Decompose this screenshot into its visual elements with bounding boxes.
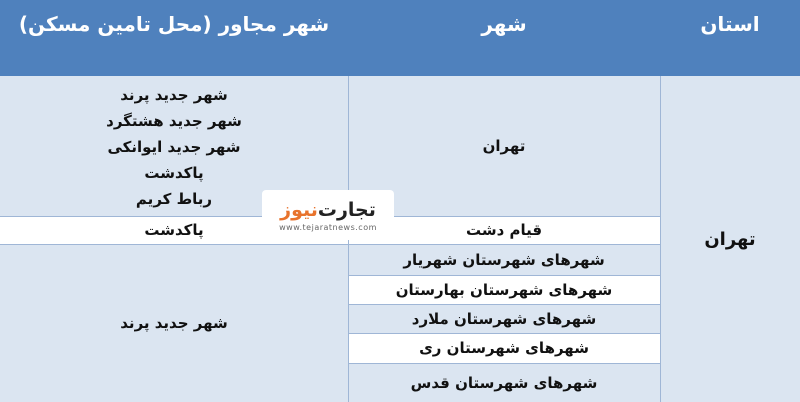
- row-divider: [348, 333, 660, 334]
- neighbor-counties: شهر جدید پرند: [120, 314, 228, 332]
- province-cell: [660, 76, 800, 402]
- county-city: شهرهای شهرستان قدس: [410, 373, 598, 392]
- row-divider: [348, 304, 660, 305]
- column-divider: [660, 76, 661, 402]
- city-tehran: تهران: [482, 137, 526, 155]
- neighbor-item: شهر جدید پرند: [120, 86, 228, 104]
- row-divider: [0, 244, 660, 245]
- city-cell-county: [348, 363, 660, 402]
- city-qiamdasht: قیام دشت: [465, 221, 543, 239]
- city-cell-qiamdasht: [348, 216, 660, 244]
- header-province-label: استان: [700, 12, 760, 36]
- county-city: شهرهای شهرستان ری: [419, 339, 589, 357]
- neighbor-qiamdasht: پاکدشت: [144, 221, 204, 239]
- neighbor-item: شهر جدید هشتگرد: [106, 112, 242, 130]
- header-province: [660, 0, 800, 76]
- header-city-label: شهر: [481, 12, 527, 36]
- header-neighbor-label: شهر مجاور (محل تامین مسکن): [18, 12, 330, 36]
- header-city: [348, 0, 660, 76]
- county-city: شهرهای شهرستان شهریار: [403, 250, 605, 269]
- row-divider: [348, 275, 660, 276]
- province-value: تهران: [704, 228, 756, 250]
- logo-wordmark: [280, 199, 376, 221]
- row-divider: [348, 363, 660, 364]
- header-neighbor: [0, 0, 348, 76]
- county-city: شهرهای شهرستان ملارد: [411, 309, 597, 328]
- city-cell-county: [348, 333, 660, 363]
- neighbor-list-tehran: [106, 82, 242, 212]
- logo-word-1: تجارت: [317, 198, 376, 221]
- county-city: شهرهای شهرستان بهارستان: [395, 280, 613, 299]
- city-cell-county: [348, 275, 660, 304]
- neighbor-item: شهر جدید ایوانکی: [107, 138, 241, 156]
- neighbor-cell-counties: [0, 244, 348, 402]
- city-cell-county: [348, 304, 660, 333]
- neighbor-item: رباط کریم: [135, 190, 213, 208]
- neighbor-item: پاکدشت: [144, 164, 204, 182]
- watermark-logo: [262, 190, 394, 240]
- logo-word-2: نیوز: [280, 198, 318, 221]
- city-cell-tehran: [348, 76, 660, 216]
- city-cell-county: [348, 244, 660, 275]
- logo-url: www.tejaratnews.com: [279, 222, 377, 232]
